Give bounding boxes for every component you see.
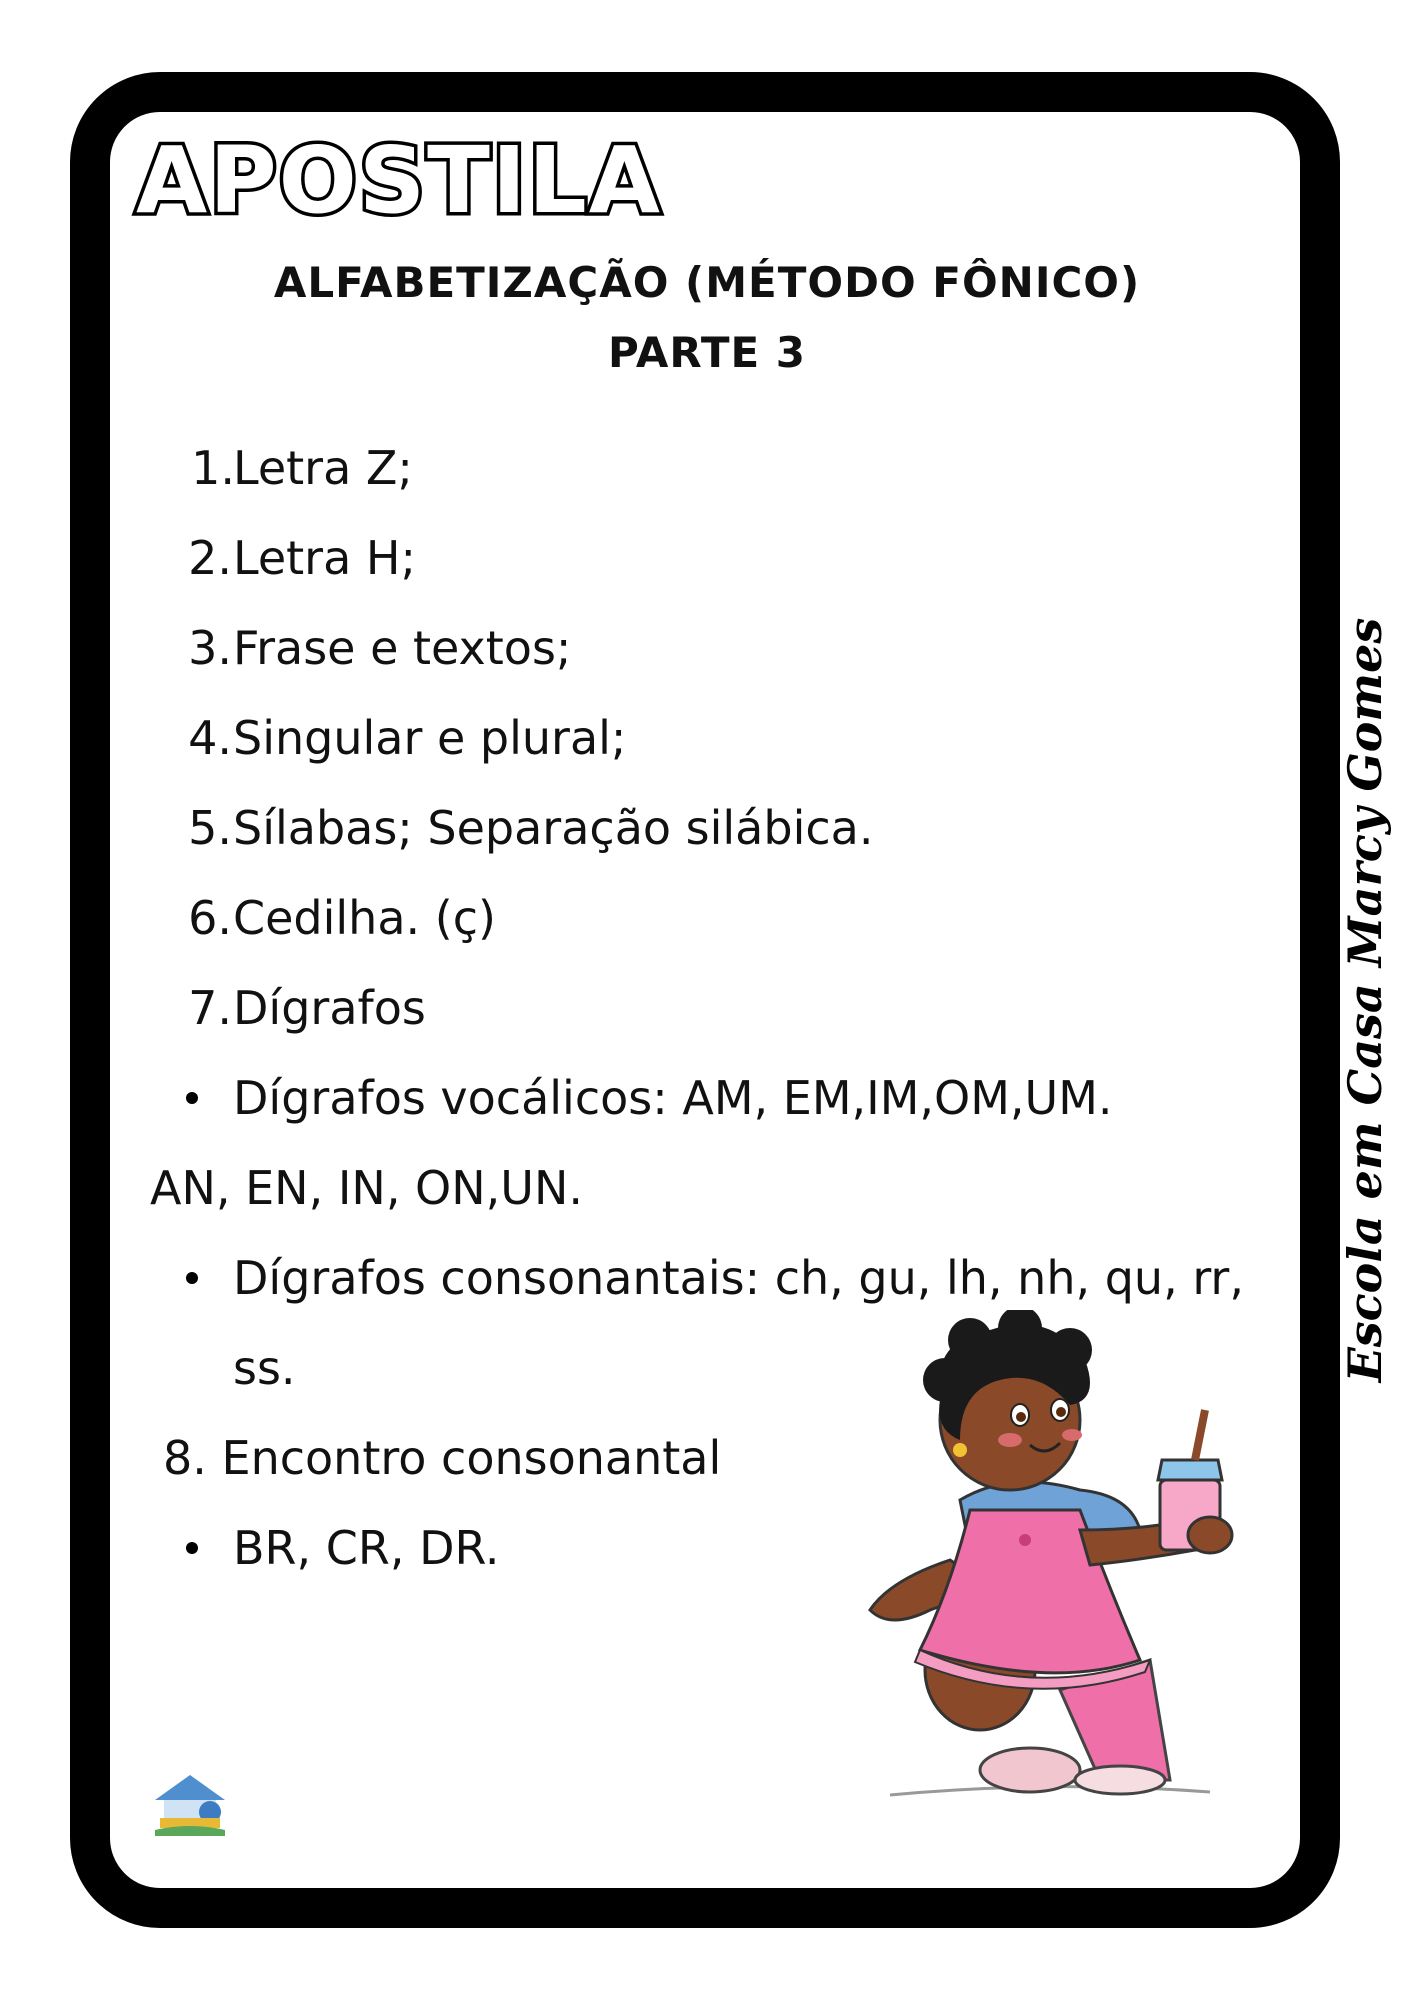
bullet-dot	[186, 1542, 198, 1554]
item-8-bullet: BR, CR, DR.	[233, 1521, 500, 1575]
title-apostila	[130, 130, 690, 230]
school-logo-icon	[150, 1770, 230, 1840]
digrafos-vocalicos-line1: Dígrafos vocálicos: AM, EM,IM,OM,UM.	[233, 1071, 1113, 1125]
subtitle-line-2: PARTE 3	[607, 328, 807, 377]
svg-text:APOSTILA: APOSTILA	[136, 130, 662, 230]
bullet-dot	[186, 1272, 198, 1284]
bullet-dot	[186, 1092, 198, 1104]
digrafos-consonantais-line1: Dígrafos consonantais: ch, gu, lh, nh, qu, rr,	[233, 1251, 1244, 1305]
girl-illustration	[850, 1310, 1270, 1810]
digrafos-consonantais-line2: ss.	[233, 1341, 296, 1395]
digrafos-vocalicos-line2: AN, EN, IN, ON,UN.	[150, 1161, 584, 1215]
subtitle-line-1: ALFABETIZAÇÃO (MÉTODO FÔNICO)	[273, 258, 1141, 307]
side-vertical-text: Escola em Casa Marcy Gomes	[1338, 617, 1392, 1383]
item-8-encontro: 8. Encontro consonantal	[163, 1431, 722, 1485]
